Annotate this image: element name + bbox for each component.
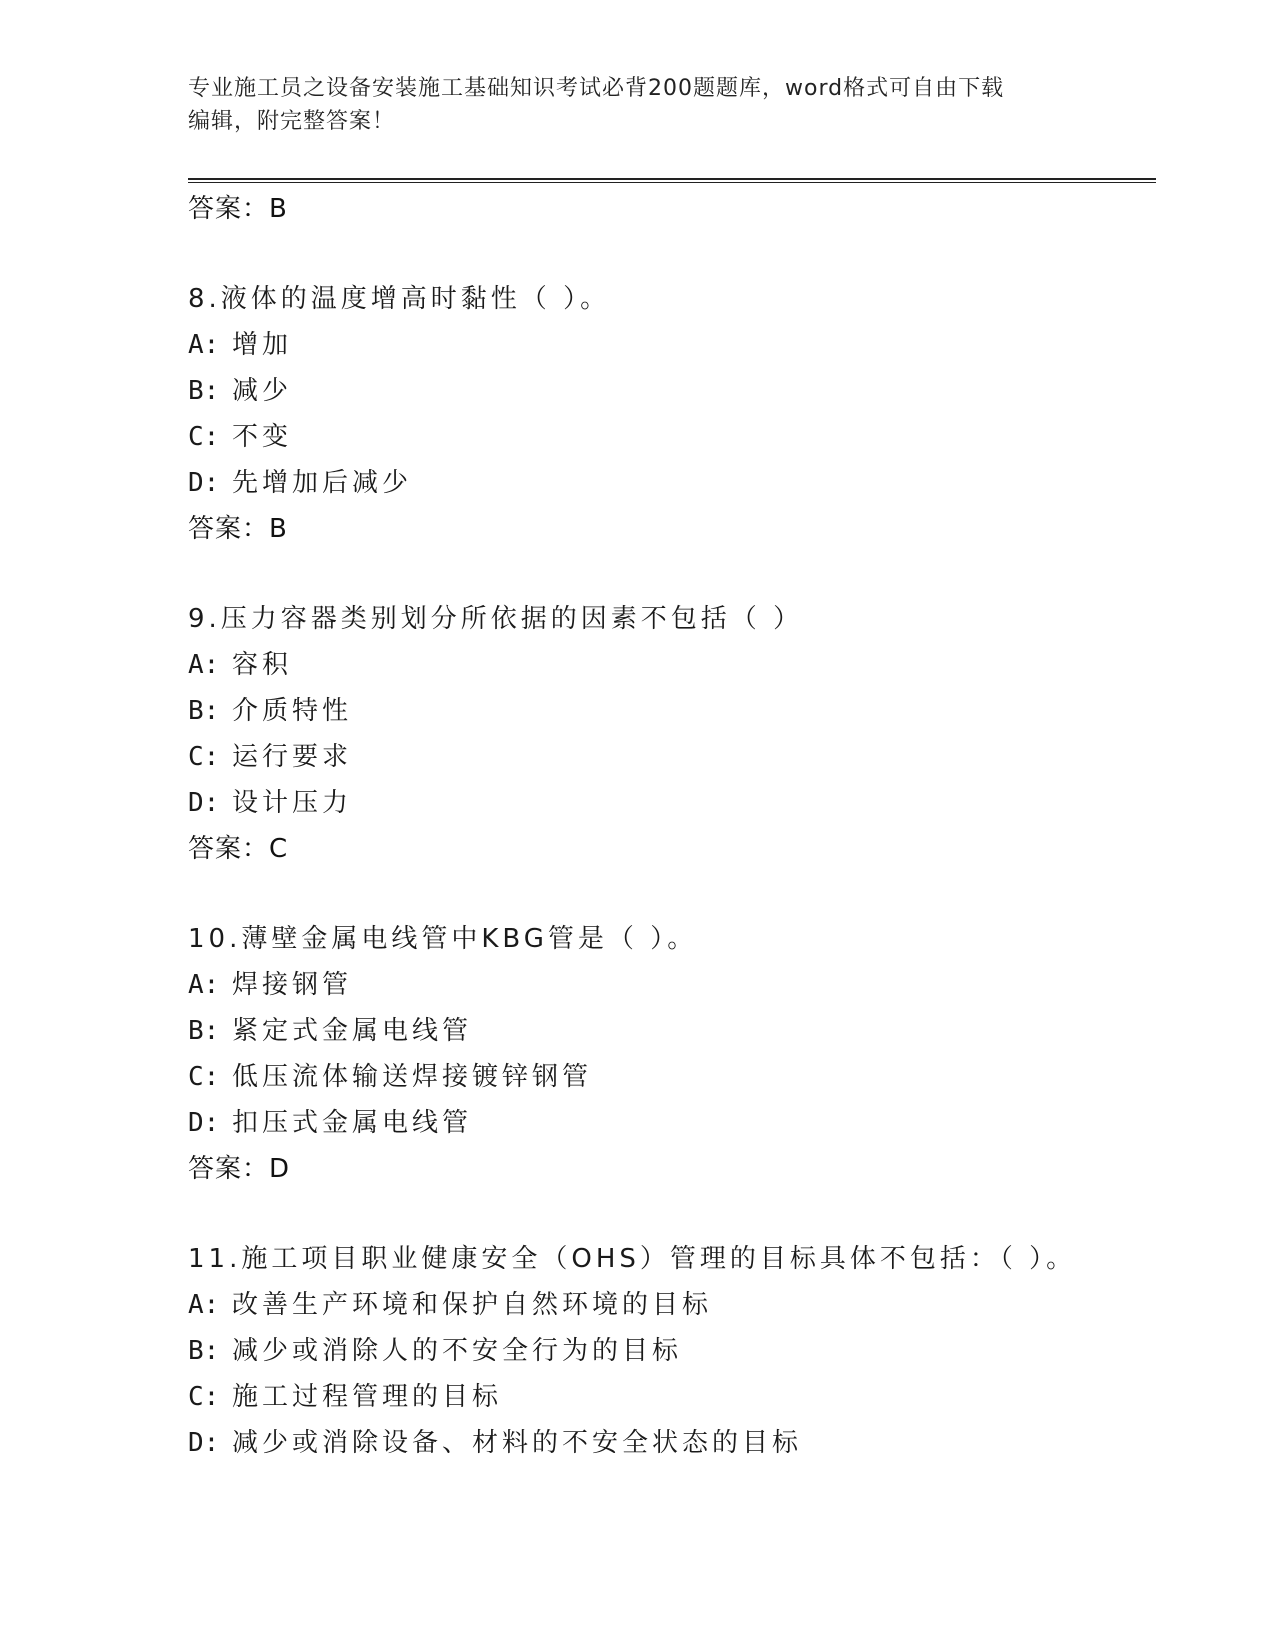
question-stem: 9.压力容器类别划分所依据的因素不包括（ ）	[188, 604, 804, 634]
answer-label: 答案：B	[188, 194, 288, 224]
answer-label: 答案：C	[188, 834, 289, 864]
option-text: 设计压力	[232, 788, 353, 818]
option-text: 运行要求	[232, 742, 353, 772]
option-letter: A:	[188, 970, 220, 1000]
option-d	[188, 780, 1148, 826]
option-text: 低压流体输送焊接镀锌钢管	[232, 1062, 593, 1092]
option-letter: D:	[188, 1428, 220, 1458]
answer-label: 答案：D	[188, 1154, 291, 1184]
option-text: 减少或消除人的不安全行为的目标	[232, 1336, 683, 1366]
option-b	[188, 368, 1148, 414]
option-text: 改善生产环境和保护自然环境的目标	[232, 1290, 713, 1320]
option-text: 减少	[232, 376, 293, 406]
option-c	[188, 1374, 1148, 1420]
header-line-1: 专业施工员之设备安装施工基础知识考试必背200题题库，word格式可自由下载	[188, 76, 1005, 101]
option-b	[188, 688, 1148, 734]
option-text: 紧定式金属电线管	[232, 1016, 473, 1046]
option-letter: A:	[188, 1290, 220, 1320]
question-9	[188, 596, 1148, 872]
option-letter: B:	[188, 1016, 220, 1046]
option-letter: D:	[188, 1108, 220, 1138]
option-c	[188, 414, 1148, 460]
option-d	[188, 1420, 1148, 1466]
answer-label: 答案：B	[188, 514, 288, 544]
option-text: 先增加后减少	[232, 468, 413, 498]
question-10	[188, 916, 1148, 1192]
question-list	[188, 186, 1148, 1466]
option-a	[188, 322, 1148, 368]
option-a	[188, 962, 1148, 1008]
option-letter: C:	[188, 742, 220, 772]
question-8	[188, 276, 1148, 552]
option-text: 容积	[232, 650, 293, 680]
question-stem: 10.薄壁金属电线管中KBG管是（ ）。	[188, 924, 698, 954]
option-a	[188, 1282, 1148, 1328]
option-letter: B:	[188, 1336, 220, 1366]
option-d	[188, 460, 1148, 506]
option-letter: B:	[188, 376, 220, 406]
option-letter: C:	[188, 422, 220, 452]
option-b	[188, 1328, 1148, 1374]
header-line-2: 编辑，附完整答案！	[188, 109, 396, 134]
page-header	[188, 72, 1088, 138]
option-c	[188, 1054, 1148, 1100]
option-letter: D:	[188, 468, 220, 498]
option-letter: B:	[188, 696, 220, 726]
option-text: 施工过程管理的目标	[232, 1382, 503, 1412]
option-b	[188, 1008, 1148, 1054]
option-a	[188, 642, 1148, 688]
option-letter: A:	[188, 650, 220, 680]
question-11	[188, 1236, 1148, 1466]
option-text: 焊接钢管	[232, 970, 353, 1000]
option-d	[188, 1100, 1148, 1146]
option-text: 扣压式金属电线管	[232, 1108, 473, 1138]
question-stem: 11.施工项目职业健康安全（OHS）管理的目标具体不包括：（ ）。	[188, 1244, 1077, 1274]
option-text: 不变	[232, 422, 293, 452]
option-letter: A:	[188, 330, 220, 360]
option-letter: C:	[188, 1062, 220, 1092]
option-text: 减少或消除设备、材料的不安全状态的目标	[232, 1428, 803, 1458]
option-text: 增加	[232, 330, 293, 360]
option-letter: C:	[188, 1382, 220, 1412]
question-stem: 8.液体的温度增高时黏性（ ）。	[188, 284, 611, 314]
option-c	[188, 734, 1148, 780]
option-letter: D:	[188, 788, 220, 818]
header-divider	[188, 178, 1156, 183]
option-text: 介质特性	[232, 696, 353, 726]
